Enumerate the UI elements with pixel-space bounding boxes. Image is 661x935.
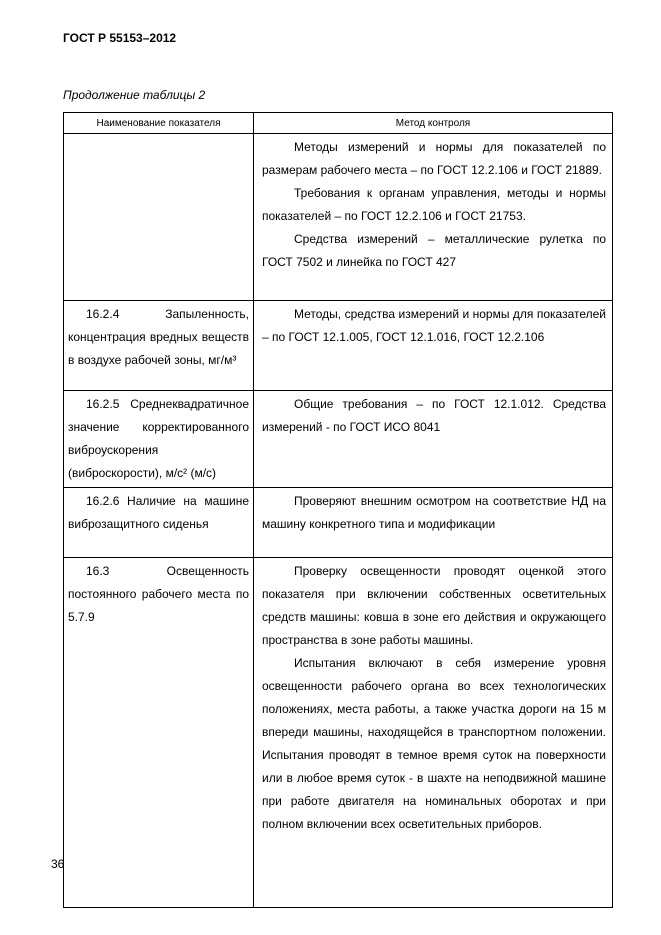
column-header-method: Метод контроля: [254, 113, 613, 134]
column-header-indicator: Наименование показателя: [64, 113, 254, 134]
indicator-paragraph: 16.2.6 Наличие на машине виброзащитного сиденья: [68, 494, 249, 531]
table-row: [64, 558, 613, 908]
document-code: ГОСТ Р 55153–2012: [63, 31, 177, 45]
method-cell: [254, 488, 613, 558]
indicator-cell: [64, 301, 254, 391]
table-row: [64, 134, 613, 301]
method-paragraph: Средства измерений – металлические рулетка по ГОСТ 7502 и линейка по ГОСТ 427: [262, 232, 606, 269]
table-row: [64, 391, 613, 488]
method-paragraph: Методы измерений и нормы для показателей по размерам рабочего места – по ГОСТ 12.2.106 и ГОСТ 21889.: [262, 140, 606, 177]
page-number: 36: [51, 857, 65, 871]
table-row: [64, 301, 613, 391]
table-row: [64, 488, 613, 558]
indicator-cell: [64, 134, 254, 301]
indicator-cell: [64, 558, 254, 908]
method-cell: [254, 391, 613, 488]
table-caption: Продолжение таблицы 2: [63, 88, 206, 102]
indicator-paragraph: 16.2.4 Запыленность, концентрация вредных веществ в воздухе рабочей зоны, мг/м³: [68, 307, 249, 367]
method-paragraph: Испытания включают в себя измерение уровня освещенности рабочего органа во всех технологических положениях, места работы, а также участка дороги на 15 м впереди машины, находящейся в транспортном положении. Испытания проводят в темное время суток на поверхности или в любое время суток - в шахте на неподвижной машине при работе двигателя на номинальных оборотах и при полном включении всех осветительных приборов.: [262, 656, 606, 831]
method-cell: [254, 134, 613, 301]
indicator-paragraph: 16.3 Освещенность постоянного рабочего места по 5.7.9: [68, 564, 249, 624]
method-paragraph: Требования к органам управления, методы и нормы показателей – по ГОСТ 12.2.106 и ГОСТ 21753.: [262, 186, 606, 223]
indicator-cell: [64, 488, 254, 558]
indicator-paragraph: 16.2.5 Среднеквадратичное значение корректированного виброускорения (виброскорости), м/с² (м/с): [68, 397, 249, 480]
method-cell: [254, 558, 613, 908]
table-header-row: [64, 113, 613, 134]
control-methods-table: [63, 112, 613, 908]
method-paragraph: Методы, средства измерений и нормы для показателей – по ГОСТ 12.1.005, ГОСТ 12.1.016, ГОСТ 12.2.106: [262, 307, 606, 344]
indicator-cell: [64, 391, 254, 488]
method-paragraph: Проверяют внешним осмотром на соответствие НД на машину конкретного типа и модификации: [262, 494, 606, 531]
method-cell: [254, 301, 613, 391]
table-header: [64, 113, 613, 134]
method-paragraph: Общие требования – по ГОСТ 12.1.012. Средства измерений - по ГОСТ ИСО 8041: [262, 397, 606, 434]
method-paragraph: Проверку освещенности проводят оценкой этого показателя при включении собственных осветительных средств машины: ковша в зоне его действия и окружающего пространства в зоне работы машины.: [262, 564, 606, 647]
table-body: [64, 134, 613, 908]
